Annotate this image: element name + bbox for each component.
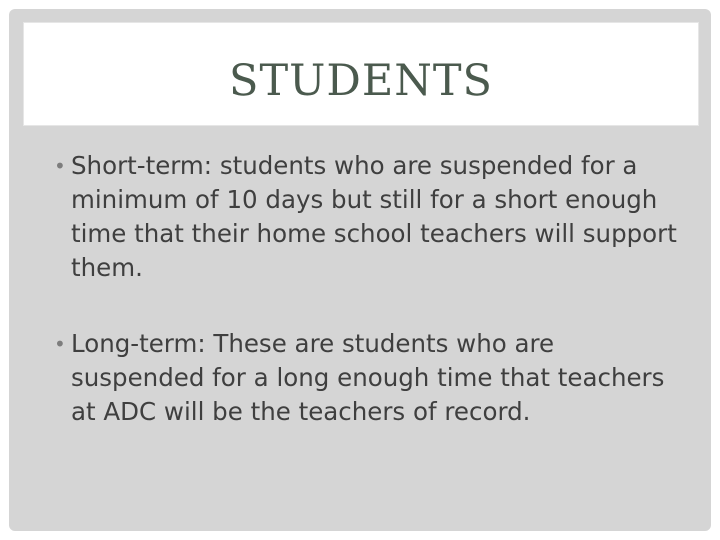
bullet-icon: • — [54, 154, 66, 178]
bullet-text: Short-term: students who are suspended for a minimum of 10 days but still for a short enough time that their home school teachers will support them. — [71, 151, 677, 282]
bullet-text: Long-term: These are students who are suspended for a long enough time that teachers at ADC will be the teachers of record. — [71, 329, 665, 426]
bullet-item-long-term — [53, 327, 693, 429]
bullet-item-short-term — [53, 149, 693, 285]
bullet-icon: • — [54, 332, 66, 356]
bullet-list — [53, 149, 693, 429]
slide-title: STUDENTS — [228, 56, 493, 106]
content-panel — [9, 9, 711, 531]
title-bar — [24, 23, 698, 125]
